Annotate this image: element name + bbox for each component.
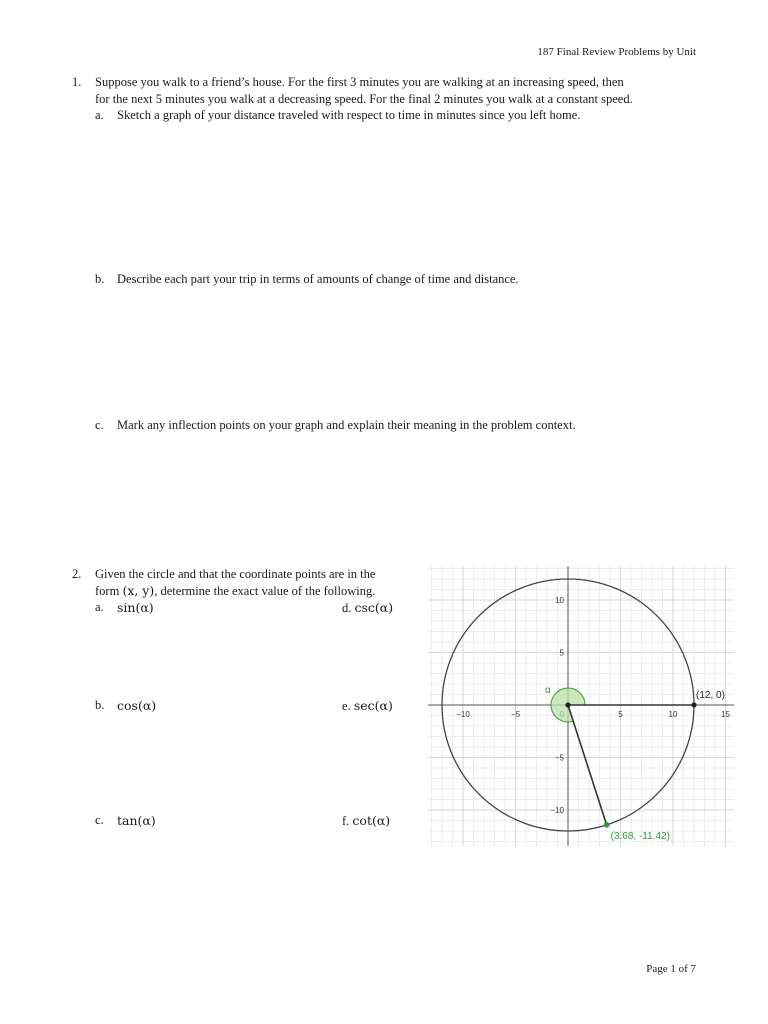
y-tick-label: −5 [554,753,564,763]
problem-2-line-1: Given the circle and that the coordinate points are in the [95,567,376,581]
problem-2-number: 2. [72,567,82,581]
page-header: 187 Final Review Problems by Unit [537,46,696,58]
problem-2e-letter: e. [342,699,351,713]
point-12-0 [691,702,696,707]
problem-1-number: 1. [72,75,82,89]
point-b-label: (3.68, -11.42) [610,830,670,842]
problem-2-line-2 [95,583,375,599]
problem-1c-letter: c. [95,418,104,432]
problem-2d-item [342,600,393,616]
problem-1-line-1: Suppose you walk to a friend’s house. For the first 3 minutes you are walking at an increasing speed, then [95,75,624,89]
point-3.68-neg11.42 [604,822,610,828]
page-footer: Page 1 of 7 [646,963,696,975]
x-tick-label: 5 [618,710,623,719]
coordinate-plane [428,566,734,846]
problem-2d-letter: d. [342,601,352,615]
problem-1b-letter: b. [95,272,105,286]
problem-2e-item [342,698,393,714]
problem-1c-text: Mark any inflection points on your graph and explain their meaning in the problem context. [117,418,576,432]
radius-to-3.68-neg11.42 [568,705,607,825]
problem-2b-letter: b. [95,698,105,712]
problem-2-xy-notation: (x, y) [122,583,155,598]
x-tick-label: 10 [668,710,678,719]
y-tick-label: −10 [550,806,564,815]
problem-2f-item [342,813,390,829]
origin-point [565,702,570,707]
problem-2c-letter: c. [95,813,104,827]
problem-2c-func: tan(α) [117,813,156,828]
problem-2-line-2-pre: form [95,584,123,598]
problem-2b-func: cos(α) [117,698,157,713]
problem-1-line-2: for the next 5 minutes you walk at a decreasing speed. For the final 2 minutes you walk at a constant speed. [95,92,633,106]
problem-2a-letter: a. [95,600,104,614]
unit-circle-graph [428,566,734,846]
problem-1a-text: Sketch a graph of your distance traveled with respect to time in minutes since you left home. [117,108,581,122]
angle-alpha-label: α [545,685,551,696]
y-tick-label: 10 [555,596,564,605]
problem-2e-func: sec(α) [353,698,393,713]
x-tick-label: −10 [456,710,470,719]
x-tick-label: −5 [510,710,521,719]
problem-2f-letter: f. [342,814,350,828]
problem-2f-func: cot(α) [352,813,391,828]
problem-2d-func: csc(α) [354,600,394,615]
problem-1a-letter: a. [95,108,104,122]
y-tick-label: 5 [559,648,564,658]
problem-1b-text: Describe each part your trip in terms of amounts of change of time and distance. [117,272,519,286]
problem-2-line-2-post: , determine the exact value of the following. [154,584,376,598]
problem-2a-func: sin(α) [117,600,154,615]
x-tick-label: 15 [721,710,730,719]
point-a-label: (12, 0) [696,690,725,701]
